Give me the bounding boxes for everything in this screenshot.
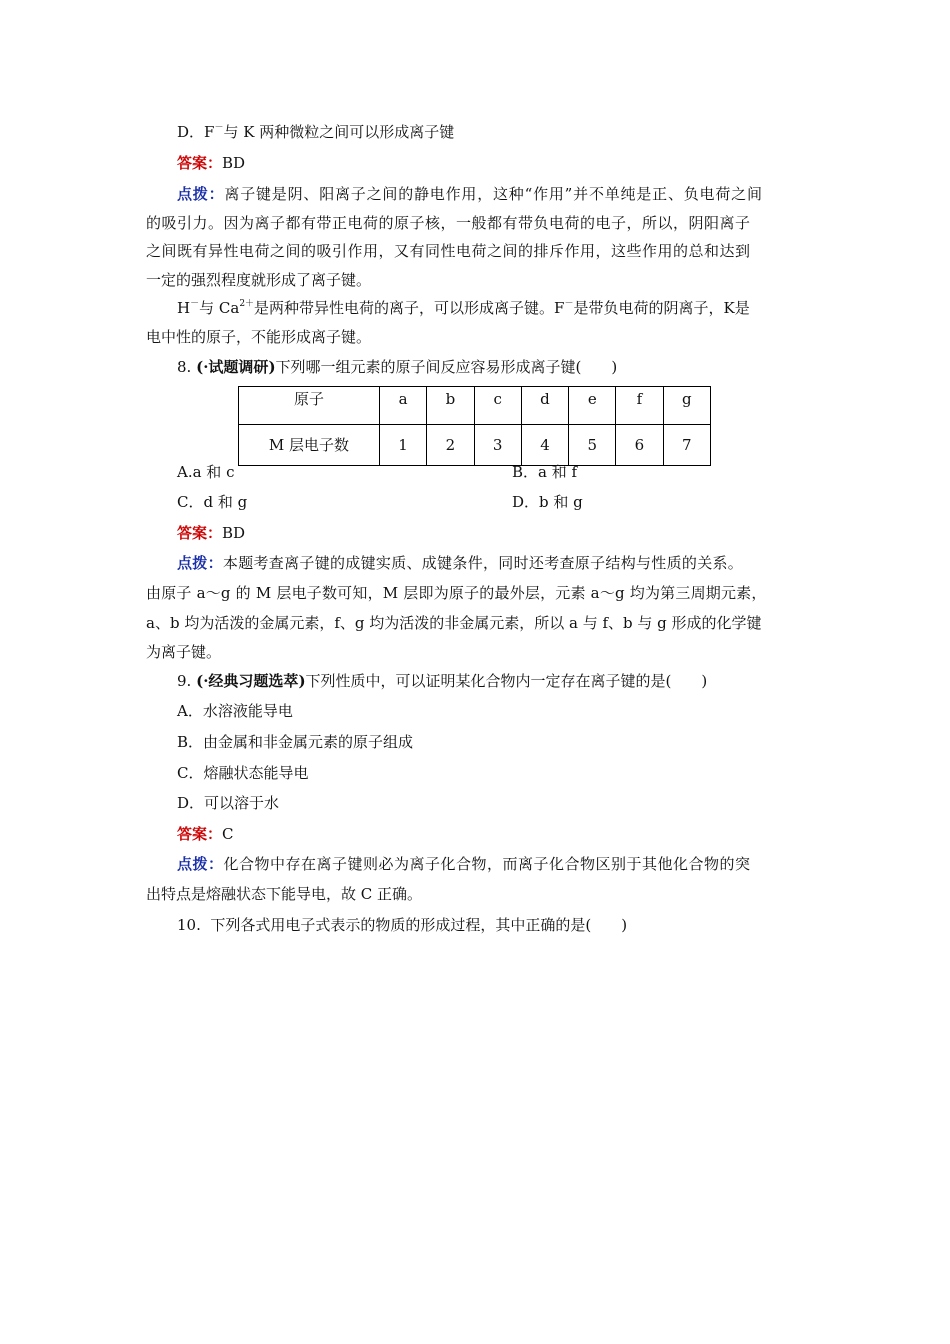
q8-tip-line-4: 为离子键。 [146,643,222,661]
q7-tip-line-1: 点拨：离子键是阴、阳离子之间的静电作用，这种“作用”并不单纯是正、负电荷之间 [177,185,763,203]
q7-tip-line-2: 的吸引力。因为离子都有带正电荷的原子核，一般都有带负电荷的电子，所以，阴阳离子 [146,214,751,232]
question-number: 8. [177,358,192,376]
answer-value: C [222,825,234,843]
question-number: 10. [177,916,201,934]
electron-table [238,386,711,466]
q7-tip-line-4: 一定的强烈程度就形成了离子键。 [146,271,372,289]
table-cell: 4 [521,425,568,466]
q8-option-a: A.a 和 c [177,463,235,481]
table-header-label: 原子 [239,387,380,425]
answer-value: BD [222,524,246,542]
q8-option-b: B．a 和 f [512,463,578,481]
q8-tip-line-2: 由原子 a～g 的 M 层电子数可知，M 层即为原子的最外层，元素 a～g 均为第三周期元素， [146,584,767,602]
q9-option-b: B．由金属和非金属元素的原子组成 [177,733,414,751]
table-cell: 2 [427,425,474,466]
table-cell: 1 [380,425,427,466]
table-cell: d [521,387,568,425]
table-header-row [239,387,711,425]
question-number: 9. [177,672,192,690]
q8-option-c: C．d 和 g [177,493,248,511]
q8-tip-line-1: 点拨：本题考查离子键的成键实质、成键条件，同时还考查原子结构与性质的关系。 [177,554,744,572]
q7-option-d: D．F－与 K 两种微粒之间可以形成离子键 [177,123,455,141]
q7-tip2-line-1: H－与 $Ca^{2+}$是两种带异性电荷的离子，可以形成离子键。F－是带负电荷的阴离子，K是 [177,299,750,317]
table-cell: g [663,387,711,425]
answer-value: BD [222,154,246,172]
charge-superscript: － [564,299,574,309]
q9-stem: 9. (·经典习题选萃)下列性质中，可以证明某化合物内一定存在离子键的是( ) [177,672,708,690]
table-cell: 3 [474,425,521,466]
charge-superscript: － [214,123,224,133]
question-source: 试题调研 [208,358,269,376]
q7-tip-line-3: 之间既有异性电荷之间的吸引作用，又有同性电荷之间的排斥作用，这些作用的总和达到 [146,242,751,260]
q8-answer [177,523,245,543]
q7-answer [177,153,245,173]
table-cell: 7 [663,425,711,466]
answer-label: 答案： [177,524,223,542]
table-cell: e [569,387,616,425]
tip-label: 点拨： [177,855,224,873]
q9-answer [177,824,234,844]
q8-tip-line-3: a、b 均为活泼的金属元素，f、g 均为活泼的非金属元素，所以 a 与 f、b 与 g 形成的化学键 [146,614,762,632]
question-source: 经典习题选萃 [208,672,299,690]
charge-superscript: － [190,299,200,309]
table-cell: 6 [616,425,663,466]
table-row [239,425,711,466]
answer-label: 答案： [177,154,223,172]
table-cell: b [427,387,474,425]
answer-label: 答案： [177,825,223,843]
q9-tip-line-2: 出特点是熔融状态下能导电，故 C 正确。 [146,885,423,903]
q9-tip-line-1: 点拨：化合物中存在离子键则必为离子化合物，而离子化合物区别于其他化合物的突 [177,855,751,873]
table-cell: 5 [569,425,616,466]
q8-option-d: D．b 和 g [512,493,583,511]
q9-option-d: D．可以溶于水 [177,794,280,812]
charge-superscript: 2＋ [239,299,255,309]
table-row-label: M 层电子数 [239,425,380,466]
tip-label: 点拨： [177,554,223,572]
table-cell: a [380,387,427,425]
q7-tip2-line-2: 电中性的原子，不能形成离子键。 [146,328,372,346]
q8-stem: 8. (·试题调研)下列哪一组元素的原子间反应容易形成离子键( ) [177,358,618,376]
q9-option-c: C．熔融状态能导电 [177,764,309,782]
q10-stem: 10. 下列各式用电子式表示的物质的形成过程，其中正确的是( ) [177,916,628,934]
table-cell: f [616,387,663,425]
q9-option-a: A．水溶液能导电 [177,702,293,720]
table-cell: c [474,387,521,425]
tip-label: 点拨： [177,185,225,203]
